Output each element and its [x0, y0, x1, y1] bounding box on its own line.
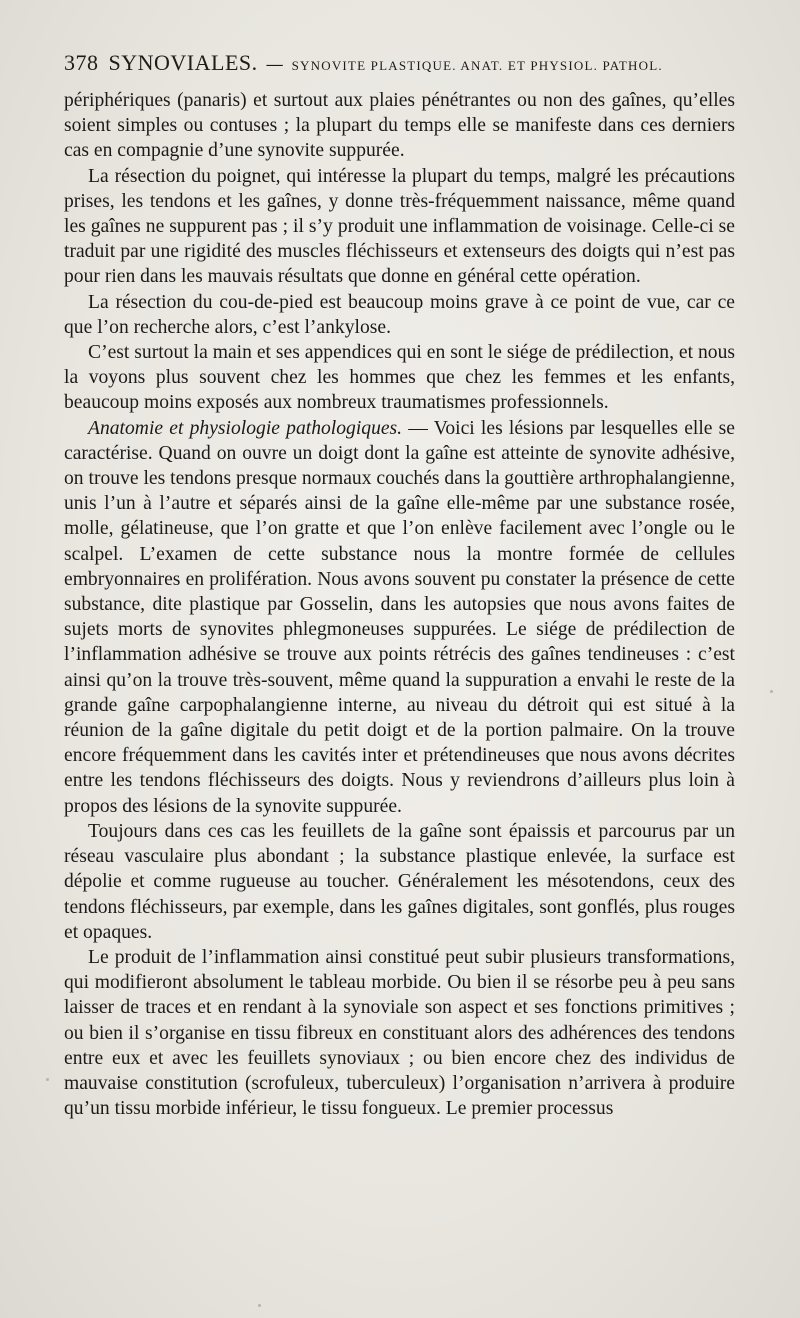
heading-dash: — [408, 417, 428, 439]
paragraph-5-text: Voici les lésions par lesquelles elle se caractérise. Quand on ouvre un doigt dont la gaîne est atteinte de synovite adhésive, on trouve les tendons presque normaux couchés dans la gouttière arthrophalangienne, unis l’un à l’autre et séparés ainsi de la gaîne elle-même par une substance rosée, molle, gélatineuse, que l’on gratte et que l’on enlève facilement avec l’ongle ou le scalpel. L’examen de cette substance nous la montre formée de cellules embryonnaires en prolifération. Nous avons souvent pu constater la présence de cette substance, dite plastique par Gosselin, dans les autopsies que nous avons faites de sujets morts de synovites phlegmoneuses suppurées. Le siége de prédilection de l’inflammation adhésive se trouve aux points rétrécis des gaînes tendineuses : c’est ainsi qu’on la trouve très-souvent, même quand la suppuration a envahi le reste de la grande gaîne carpophalangienne interne, au niveau du détroit qui est situé à la réunion de la gaîne digitale du petit doigt et de la portion palmaire. On la trouve encore fréquemment dans les cavités inter et prétendineuses que nous avons décrites entre les tendons fléchisseurs des doigts. Nous y reviendrons d’ailleurs plus loin à propos des lésions de la synovite suppurée. [64, 417, 735, 817]
paragraph-7: Le produit de l’inflammation ainsi constitué peut subir plusieurs transformations, qui modifieront absolument le tableau morbide. Ou bien il se résorbe peu à peu sans laisser de traces et en rendant à la synoviale son aspect et ses fonctions primitives ; ou bien il s’organise en tissu fibreux en constituant alors des adhérences des tendons entre eux et avec les feuillets synoviaux ; ou bien encore chez des individus de mauvaise constitution (scrofuleux, tuberculeux) l’organisation n’arrivera à produire qu’un tissu morbide inférieur, le tissu fongueux. Le premier processus [64, 946, 735, 1120]
running-title: SYNOVIALES. [108, 50, 258, 75]
page-body [64, 88, 735, 1121]
paragraph-1: périphériques (panaris) et surtout aux plaies pénétrantes ou non des gaînes, qu’elles soient simples ou contuses ; la plupart du temps elle se manifeste dans ces derniers cas en compagnie d’une synovite suppurée. [64, 90, 735, 162]
paragraph-3: La résection du cou-de-pied est beaucoup moins grave à ce point de vue, car ce que l’on recherche alors, c’est l’ankylose. [64, 291, 735, 338]
paper-speck [258, 1304, 261, 1307]
paragraph-5 [64, 416, 735, 819]
header-separator: — [265, 54, 284, 75]
section-heading: Anatomie et physiologie pathologiques. [88, 417, 403, 439]
running-subtitle: SYNOVITE PLASTIQUE. ANAT. ET PHYSIOL. PATHOL. [291, 58, 663, 73]
paragraph-6: Toujours dans ces cas les feuillets de la gaîne sont épaissis et parcourus par un réseau vasculaire plus abondant ; la substance plastique enlevée, la surface est dépolie et comme rugueuse au toucher. Généralement les mésotendons, ceux des tendons fléchisseurs, par exemple, dans les gaînes digitales, sont gonflés, plus rouges et opaques. [64, 820, 735, 943]
page-number: 378 [64, 50, 99, 75]
paper-speck [770, 690, 773, 693]
paper-speck [46, 1078, 49, 1081]
paragraph-4: C’est surtout la main et ses appendices qui en sont le siége de prédilection, et nous la voyons plus souvent chez les hommes que chez les femmes et les enfants, beaucoup moins exposés aux nombreux traumatismes professionnels. [64, 342, 735, 414]
paragraph-2: La résection du poignet, qui intéresse la plupart du temps, malgré les précautions prises, les tendons et les gaînes, y donne très-fréquemment naissance, même quand les gaînes ne suppurent pas ; il s’y produit une inflammation de voisinage. Celle-ci se traduit par une rigidité des muscles fléchisseurs et extenseurs des doigts qui n’est pas pour rien dans les mauvais résultats que donne en général cette opération. [64, 165, 735, 288]
running-header [64, 50, 754, 76]
